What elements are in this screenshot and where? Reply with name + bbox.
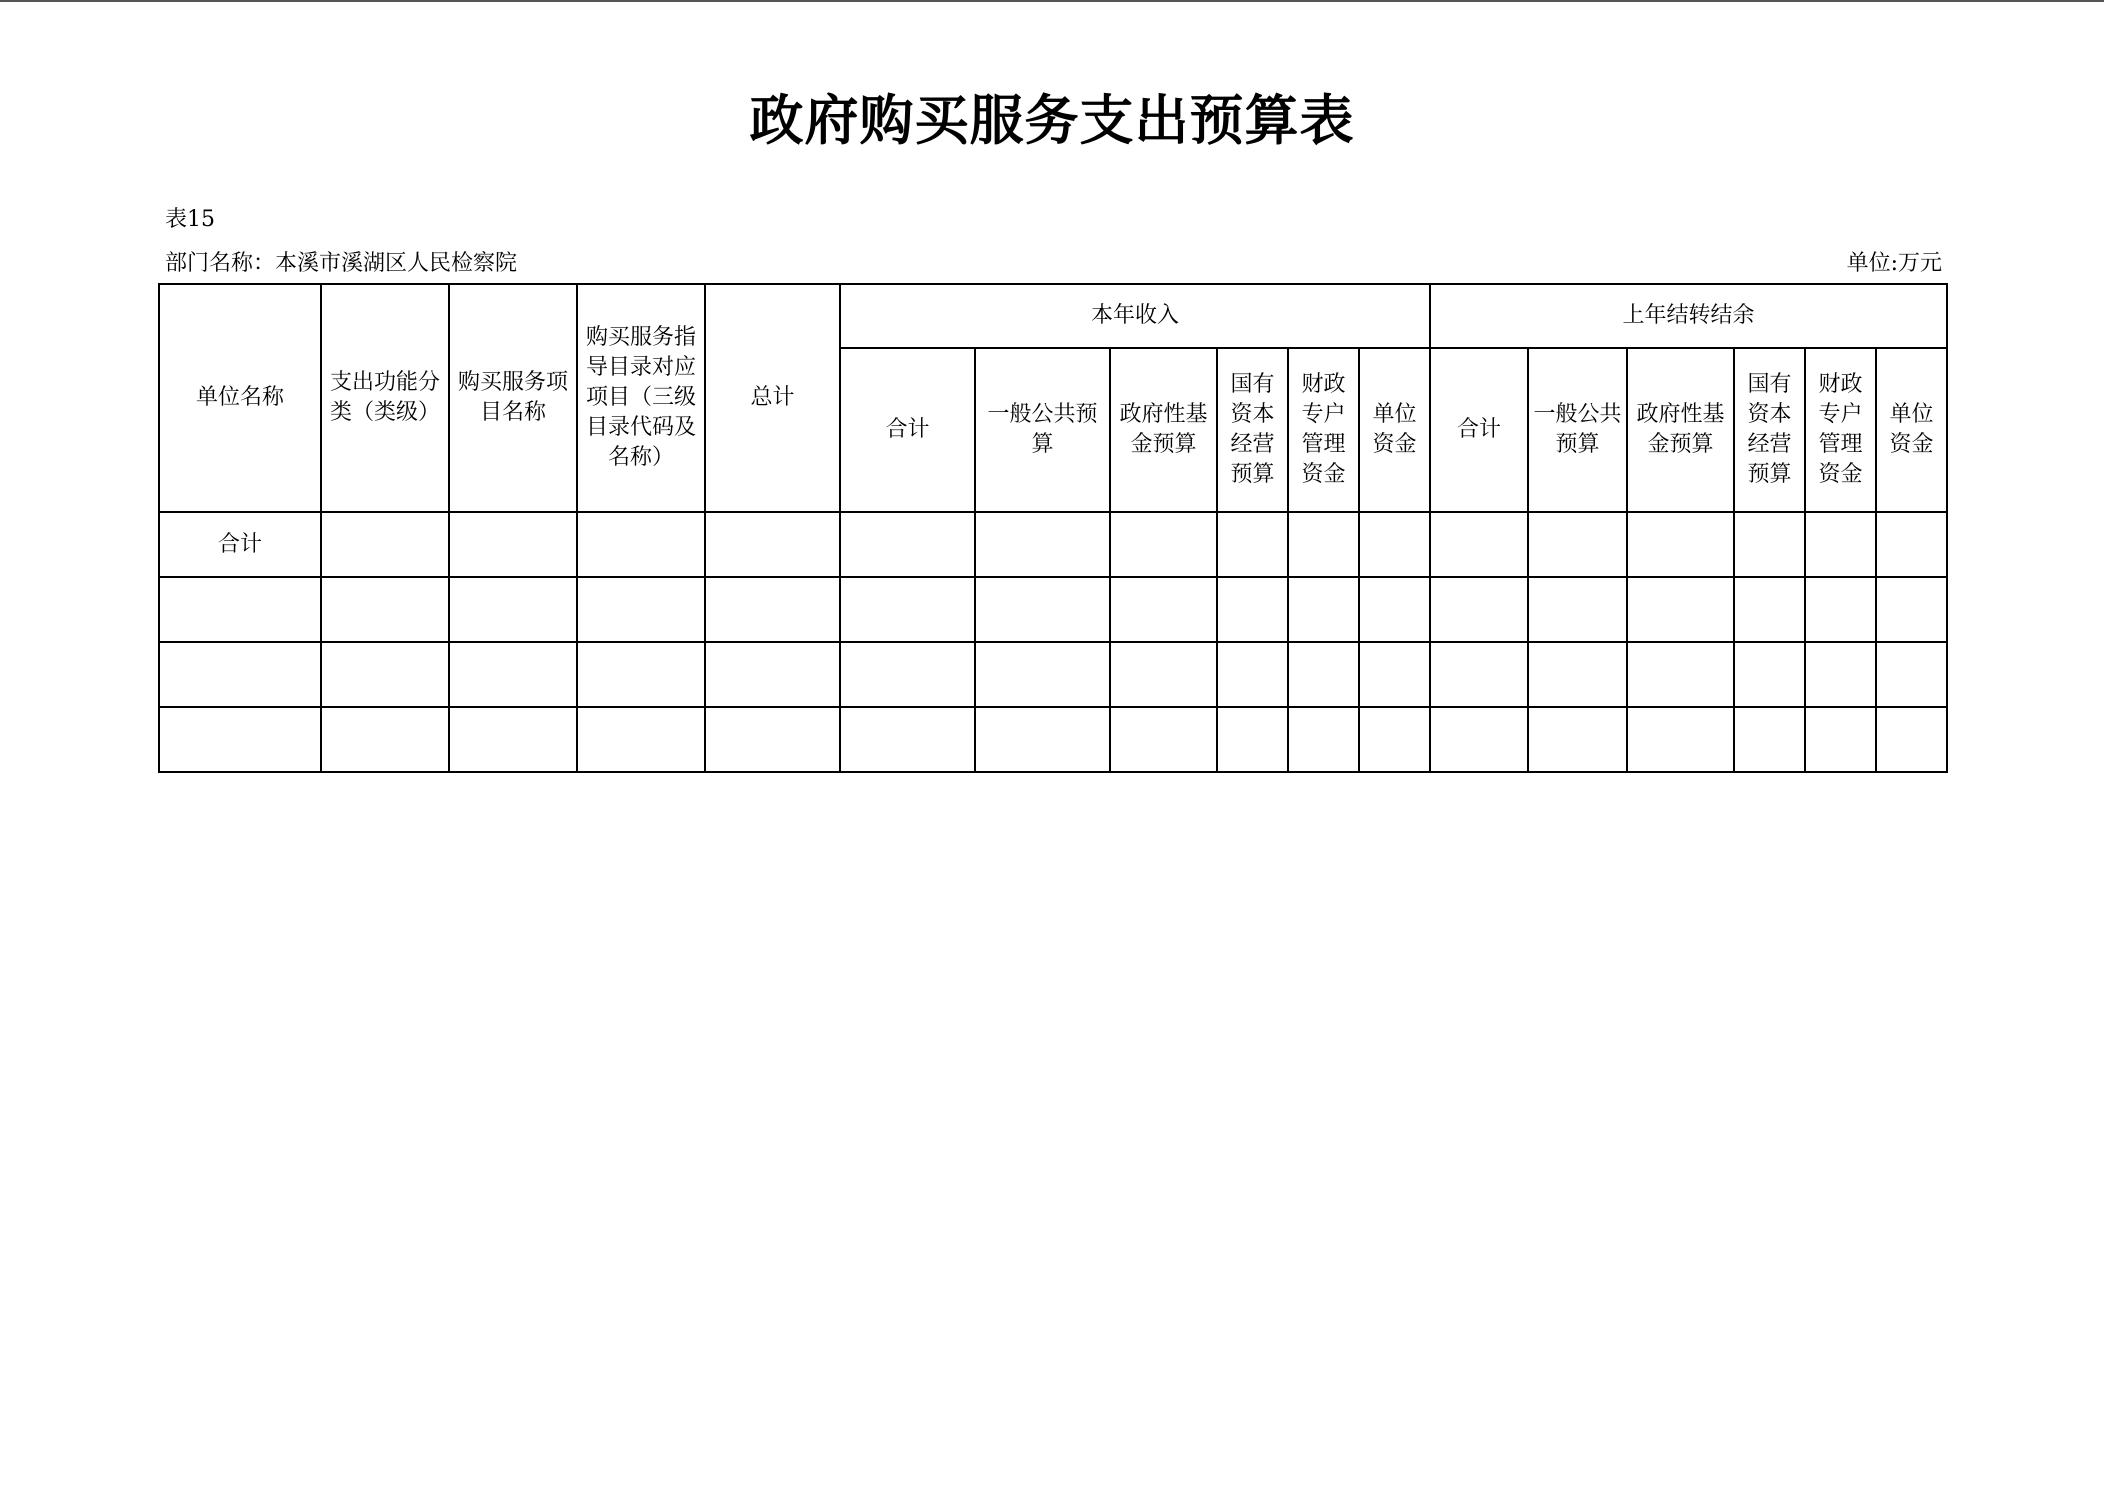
header-co-fund-budget: 政府性基金预算 <box>1627 348 1734 512</box>
header-row-group <box>159 284 1947 348</box>
header-unit-name: 单位名称 <box>159 284 321 512</box>
table-cell <box>840 707 975 772</box>
header-co-total: 合计 <box>1430 348 1528 512</box>
table-cell <box>321 512 449 577</box>
table-cell <box>1110 642 1217 707</box>
table-cell <box>705 577 840 642</box>
table-cell <box>975 512 1110 577</box>
table-cell <box>1876 642 1947 707</box>
header-cy-total: 合计 <box>840 348 975 512</box>
table-cell <box>1734 512 1805 577</box>
table-cell <box>449 707 577 772</box>
header-catalog: 购买服务指导目录对应项目（三级目录代码及名称） <box>577 284 705 512</box>
table-cell <box>1359 642 1430 707</box>
table-cell <box>1430 707 1528 772</box>
header-co-general-budget: 一般公共预算 <box>1528 348 1627 512</box>
table-cell <box>1359 707 1430 772</box>
header-co-unit-funds: 单位资金 <box>1876 348 1947 512</box>
table-cell <box>1627 512 1734 577</box>
table-cell <box>1805 577 1876 642</box>
table-cell <box>1528 577 1627 642</box>
table-cell <box>1528 642 1627 707</box>
table-cell <box>975 642 1110 707</box>
table-cell <box>1734 577 1805 642</box>
header-carryover: 上年结转结余 <box>1430 284 1947 348</box>
table-cell <box>1876 512 1947 577</box>
table-cell <box>1627 577 1734 642</box>
table-cell <box>577 512 705 577</box>
department-name: 部门名称：本溪市溪湖区人民检察院 <box>165 251 518 276</box>
table-cell <box>1734 707 1805 772</box>
table-cell <box>1430 577 1528 642</box>
table-cell <box>840 642 975 707</box>
table-cell <box>577 642 705 707</box>
table-cell <box>840 577 975 642</box>
table-cell <box>1627 642 1734 707</box>
table-cell <box>321 642 449 707</box>
table-cell <box>159 577 321 642</box>
unit-label: 单位:万元 <box>1846 251 1942 276</box>
table-cell <box>1430 642 1528 707</box>
table-cell <box>159 707 321 772</box>
header-project-name: 购买服务项目名称 <box>449 284 577 512</box>
table-cell <box>1805 707 1876 772</box>
table-cell <box>1288 577 1359 642</box>
table-cell <box>705 512 840 577</box>
header-co-special-account: 财政专户管理资金 <box>1805 348 1876 512</box>
table-cell <box>449 577 577 642</box>
table-cell <box>975 707 1110 772</box>
table-cell <box>1110 707 1217 772</box>
table-cell <box>1876 707 1947 772</box>
header-cy-state-capital: 国有资本经营预算 <box>1217 348 1288 512</box>
table-cell <box>1217 512 1288 577</box>
header-current-year-income: 本年收入 <box>840 284 1430 348</box>
header-cy-general-budget: 一般公共预算 <box>975 348 1110 512</box>
table-cell <box>1110 512 1217 577</box>
table-row <box>159 642 1947 707</box>
table-cell <box>975 577 1110 642</box>
table-cell <box>321 707 449 772</box>
table-cell <box>705 707 840 772</box>
top-border-line <box>0 0 2104 2</box>
table-cell <box>1217 577 1288 642</box>
table-cell <box>1528 512 1627 577</box>
table-cell <box>449 642 577 707</box>
table-cell <box>1288 512 1359 577</box>
budget-table <box>158 283 1948 773</box>
table-cell <box>449 512 577 577</box>
table-cell <box>1217 707 1288 772</box>
table-cell <box>1110 577 1217 642</box>
header-co-state-capital: 国有资本经营预算 <box>1734 348 1805 512</box>
table-cell <box>1627 707 1734 772</box>
header-cy-special-account: 财政专户管理资金 <box>1288 348 1359 512</box>
table-number: 表15 <box>165 207 215 232</box>
header-cy-fund-budget: 政府性基金预算 <box>1110 348 1217 512</box>
table-cell <box>705 642 840 707</box>
table-row <box>159 707 1947 772</box>
table-cell <box>1288 642 1359 707</box>
table-cell <box>577 707 705 772</box>
header-total: 总计 <box>705 284 840 512</box>
table-cell <box>1430 512 1528 577</box>
table-row <box>159 577 1947 642</box>
table-cell <box>1528 707 1627 772</box>
table-cell <box>1217 642 1288 707</box>
table-cell <box>1805 512 1876 577</box>
table-cell <box>1805 642 1876 707</box>
table-cell <box>1359 512 1430 577</box>
table-cell <box>840 512 975 577</box>
table-cell: 合计 <box>159 512 321 577</box>
table-cell <box>159 642 321 707</box>
table-cell <box>1734 642 1805 707</box>
page-title: 政府购买服务支出预算表 <box>749 88 1355 152</box>
table-cell <box>1359 577 1430 642</box>
table-cell <box>577 577 705 642</box>
table-body <box>159 512 1947 772</box>
table-cell <box>1876 577 1947 642</box>
total-row <box>159 512 1947 577</box>
header-function-class: 支出功能分类（类级） <box>321 284 449 512</box>
table-cell <box>321 577 449 642</box>
header-cy-unit-funds: 单位资金 <box>1359 348 1430 512</box>
table-cell <box>1288 707 1359 772</box>
